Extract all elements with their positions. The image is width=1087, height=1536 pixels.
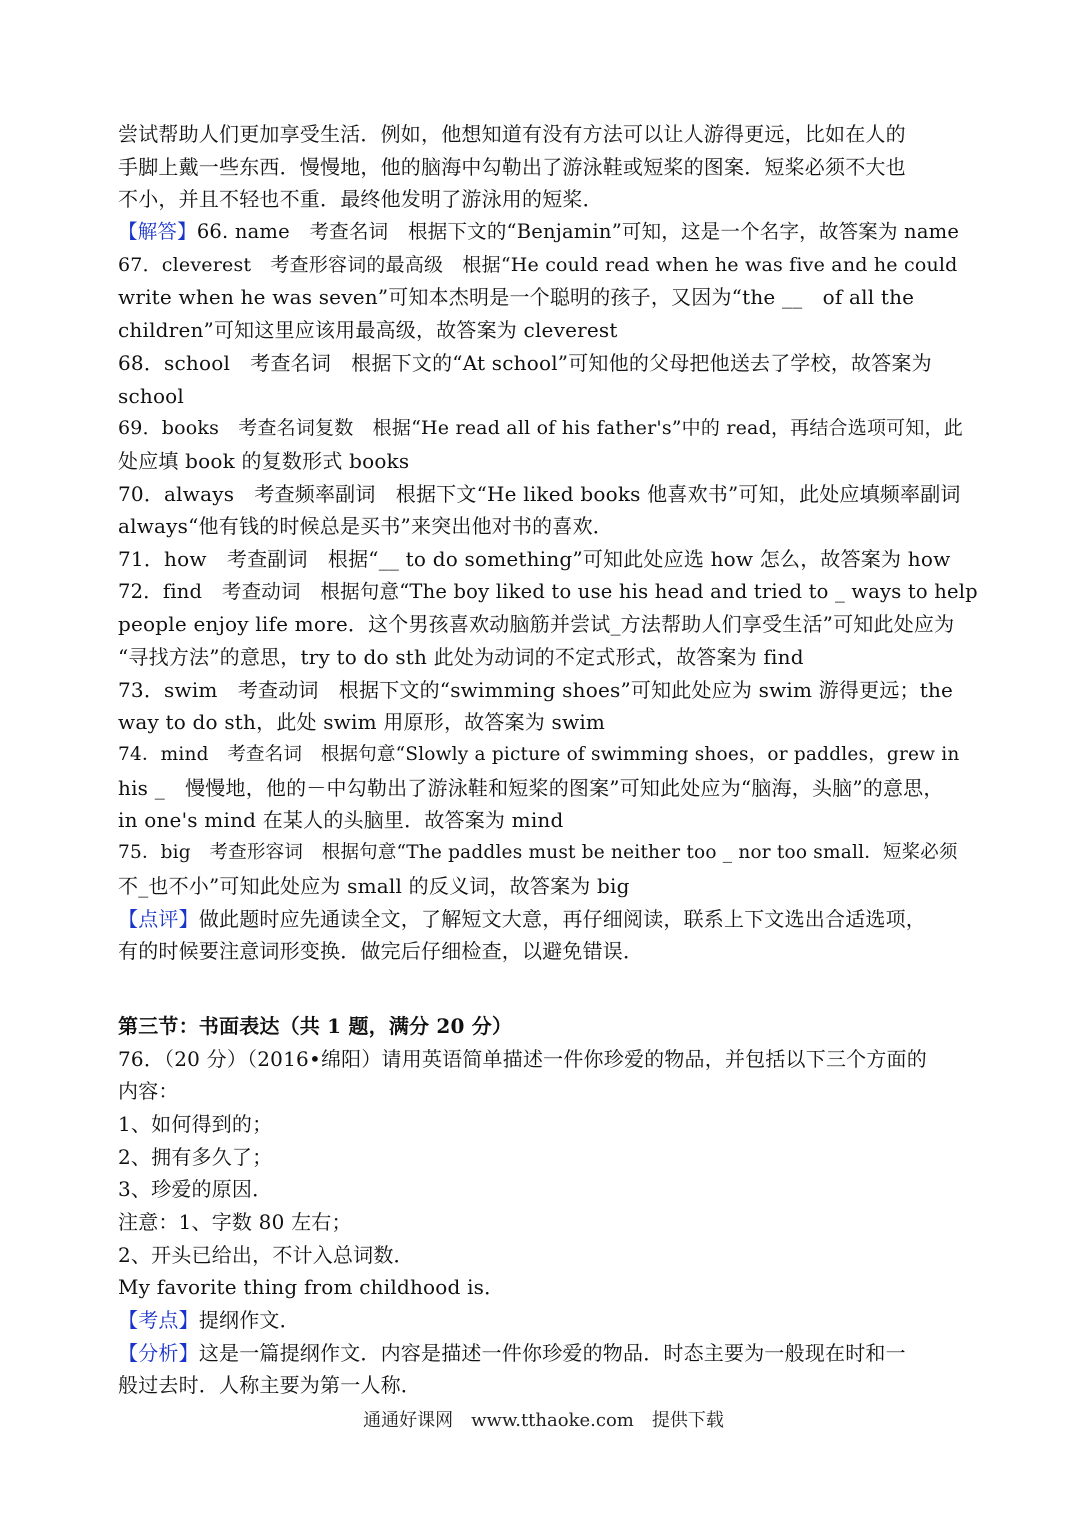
answer-line: people enjoy life more．这个男孩喜欢动脑筋并尝试_方法帮助人们享受生活”可知此处应为 (118, 612, 955, 637)
comment-text: 做此题时应先通读全文，了解短文大意，再仔细阅读，联系上下文选出合适选项， (198, 906, 927, 931)
point-text: 提纲作文． (198, 1308, 300, 1333)
point-line (118, 1304, 978, 1337)
answer-line (118, 216, 978, 249)
answer-line: 72．find 考查动词 根据句意“The boy liked to use his head and tried to _ ways to help (118, 579, 978, 603)
point-tag: 【考点】 (118, 1308, 199, 1333)
answer-line: in one's mind 在某人的头脑里．故答案为 mind (118, 808, 564, 833)
answer-line: “寻找方法”的意思，try to do sth 此处为动词的不定式形式，故答案为 find (118, 645, 804, 669)
answer-line: write when he was seven”可知本杰明是一个聪明的孩子，又因为“the __ of all the (118, 285, 915, 310)
analysis-line (118, 1337, 978, 1370)
document-page (118, 118, 978, 1402)
comment-line (118, 903, 978, 936)
answer-line: 73．swim 考查动词 根据下文的“swimming shoes”可知此处应为 swim 游得更远；the (118, 677, 954, 702)
analysis-tag: 【分析】 (118, 1340, 199, 1365)
answer-line: children”可知这里应该用最高级，故答案为 cleverest (118, 318, 618, 343)
answer-line: way to do sth，此处 swim 用原形，故答案为 swim (118, 710, 606, 735)
answer-line: 不_也不小”可知此处应为 small 的反义词，故答案为 big (118, 873, 630, 898)
analysis-line: 般过去时．人称主要为第一人称． (118, 1373, 421, 1398)
question-line: 内容： (118, 1079, 179, 1104)
question-line: 2、开头已给出，不计入总词数． (118, 1242, 414, 1267)
answer-text: 66. name 考查名词 根据下文的“Benjamin”可知，这是一个名字，故答案为 name (196, 220, 960, 244)
translation-line: 不小，并且不轻也不重．最终他发明了游泳用的短桨． (118, 187, 603, 212)
answer-line: 68．school 考查名词 根据下文的“At school”可知他的父母把他送去了学校，故答案为 (118, 350, 932, 375)
answer-line: 71．how 考查副词 根据“__ to do something”可知此处应选 how 怎么，故答案为 how (118, 546, 951, 571)
question-line: 76．（20 分）（2016•绵阳）请用英语简单描述一件你珍爱的物品，并包括以下三个方面的 (118, 1046, 927, 1071)
page-footer: 通通好课网 www.tthaoke.com 提供下载 (363, 1410, 724, 1431)
comment-tag: 【点评】 (118, 906, 199, 931)
answer-line: 69．books 考查名词复数 根据“He read all of his father's”中的 read，再结合选项可知，此 (118, 417, 963, 440)
answer-line: 75．big 考查形容词 根据句意“The paddles must be neither too _ nor too small．短桨必须 (118, 842, 958, 864)
answer-line: 处应填 book 的复数形式 books (118, 448, 410, 473)
question-line: 2、拥有多久了； (118, 1144, 273, 1169)
translation-line: 手脚上戴一些东西．慢慢地，他的脑海中勾勒出了游泳鞋或短桨的图案．短桨必须不大也 (118, 154, 906, 179)
question-line: 3、珍爱的原因． (118, 1177, 273, 1202)
answer-line: school (118, 383, 185, 408)
question-line: 1、如何得到的； (118, 1111, 273, 1136)
question-line: 注意：1、字数 80 左右； (118, 1210, 352, 1234)
comment-line: 有的时候要注意词形变换．做完后仔细检查，以避免错误． (118, 939, 644, 964)
question-line: My favorite thing from childhood is． (118, 1275, 505, 1300)
translation-line: 尝试帮助人们更加享受生活．例如，他想知道有没有方法可以让人游得更远，比如在人的 (118, 122, 906, 146)
answer-line: 70．always 考查频率副词 根据下文“He liked books 他喜欢书”可知，此处应填频率副词 (118, 481, 961, 506)
answer-line: 74．mind 考查名词 根据句意“Slowly a picture of swimming shoes，or paddles，grew in (118, 744, 960, 766)
section-gap (118, 968, 978, 1010)
answer-line: 67．cleverest 考查形容词的最高级 根据“He could read when he was five and he could (118, 253, 958, 276)
section-heading: 第三节：书面表达（共 1 题，满分 20 分） (118, 1013, 513, 1038)
answer-tag: 【解答】 (118, 220, 197, 244)
answer-line: his _ 慢慢地，他的－中勾勒出了游泳鞋和短桨的图案”可知此处应为“脑海，头脑”的意思， (118, 775, 944, 800)
answer-line: always“他有钱的时候总是买书”来突出他对书的喜欢． (118, 514, 613, 539)
analysis-text: 这是一篇提纲作文．内容是描述一件你珍爱的物品．时态主要为一般现在时和一 (198, 1340, 906, 1365)
